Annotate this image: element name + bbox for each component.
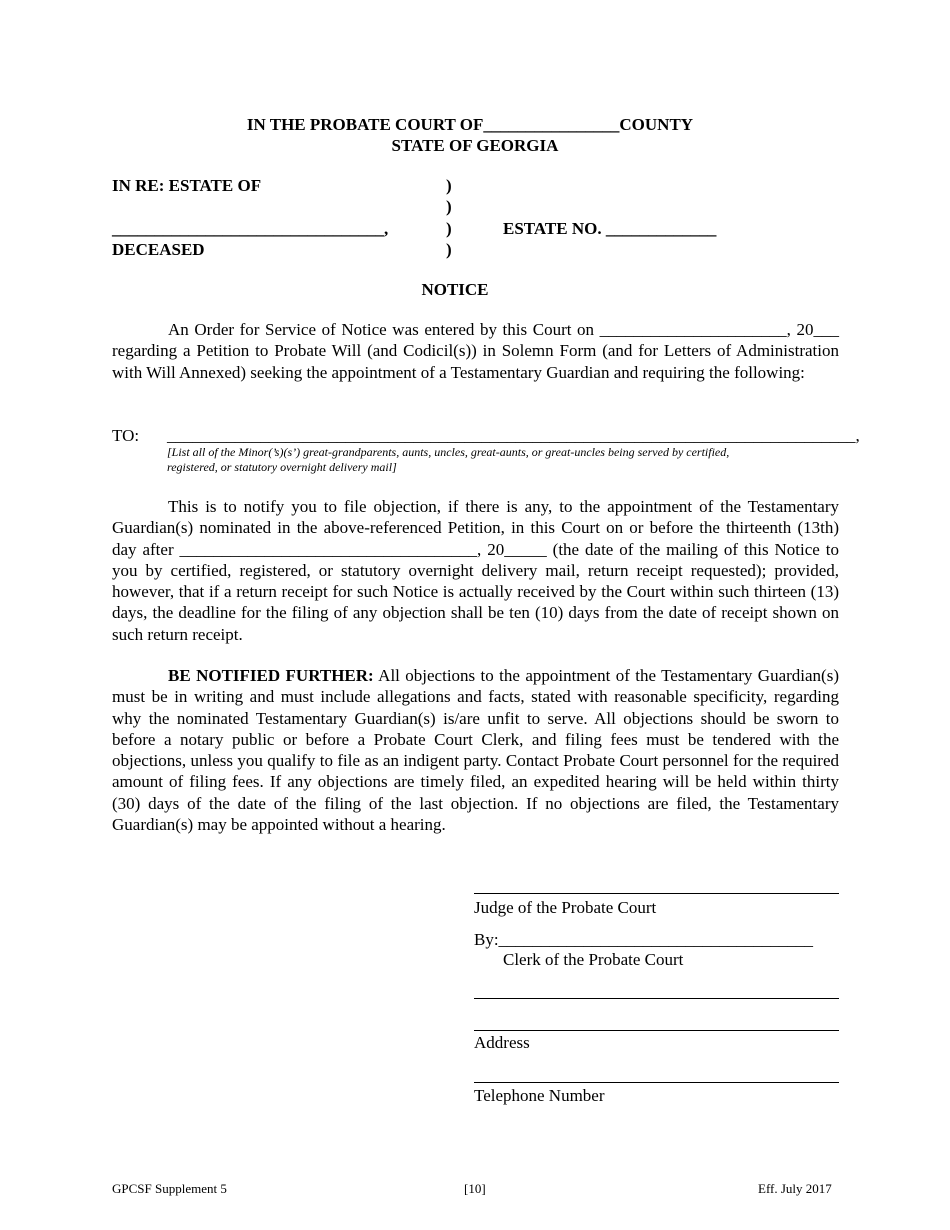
address-label: Address — [474, 1033, 530, 1052]
state-heading: STATE OF GEORGIA — [391, 136, 559, 155]
court-heading: IN THE PROBATE COURT OF________________COUNTY — [246, 115, 694, 134]
address-line-1 — [474, 998, 839, 999]
recipients-instruction-2: registered, or statutory overnight delivery mail] — [167, 460, 397, 474]
notice-title: NOTICE — [421, 280, 489, 299]
address-line-2 — [474, 1030, 839, 1031]
decedent-name-blank: ________________________________, — [112, 219, 389, 238]
order-paragraph: An Order for Service of Notice was entered by this Court on ______________________, 20___ regarding a Petition to Probate Will (and Codicil(s)) in Solemn Form (and for Letters of Administration with Will Annexed) seeking the appointment of a Testamentary Guardian and requiring the following: — [112, 320, 839, 382]
further-notice-body: All objections to the appointment of the Testamentary Guardian(s) must be in writing and must include allegations and facts, stated with reasonable specificity, regarding why the nominated Testamentary Guardian(s) is/are unfit to serve. All objections should be sworn to before a notary public or before a Probate Court Clerk, and filing fees must be tendered with the objections, unless you qualify to file as an indigent party. Contact Probate Court personnel for the required amount of filing fees. If any objections are timely filed, an expedited hearing will be held within thirty (30) days of the date of the filing of the last objection. If no objections are filed, the Testamentary Guardian(s) may be appointed without a hearing. — [112, 666, 839, 835]
judge-label: Judge of the Probate Court — [474, 898, 657, 917]
footer-effective-date: Eff. July 2017 — [758, 1181, 832, 1196]
in-re-label: IN RE: ESTATE OF — [112, 176, 262, 195]
recipients-instruction-1: [List all of the Minor(’s)(s’) great-grandparents, aunts, uncles, great-aunts, or great-uncles being served by certified, — [167, 445, 730, 459]
footer-form-id: GPCSF Supplement 5 — [112, 1181, 227, 1196]
further-notice-paragraph — [112, 665, 839, 835]
caption-paren: ) — [446, 197, 452, 216]
recipients-line: _________________________________________________________________________________, — [167, 426, 860, 445]
footer-page-number: [10] — [464, 1181, 486, 1196]
estate-number-field: ESTATE NO. _____________ — [503, 219, 717, 238]
further-notice-lead: BE NOTIFIED FURTHER: — [168, 666, 374, 685]
telephone-label: Telephone Number — [474, 1086, 605, 1105]
telephone-line — [474, 1082, 839, 1083]
caption-paren: ) — [446, 219, 452, 238]
caption-paren: ) — [446, 240, 452, 259]
caption-paren: ) — [446, 176, 452, 195]
judge-signature-line — [474, 893, 839, 894]
objection-deadline-paragraph: This is to notify you to file objection, if there is any, to the appointment of the Testamentary Guardian(s) nominated in the above-referenced Petition, in this Court on or before the thirteenth (13th) day after ___________________________________, 20_____ (the date of the mailing of this Notice to you by certified, registered, or statutory overnight delivery mail, return receipt requested); provided, however, that if a return receipt for such Notice is actually received by the Court within such thirteen (13) days, the deadline for the filing of any objection shall be ten (10) days from the date of receipt shown on such return receipt. — [112, 497, 839, 644]
clerk-label: Clerk of the Probate Court — [503, 950, 684, 969]
to-label: TO: — [112, 426, 140, 445]
deceased-label: DECEASED — [112, 240, 205, 259]
clerk-signature-line: By:_____________________________________ — [474, 930, 814, 949]
